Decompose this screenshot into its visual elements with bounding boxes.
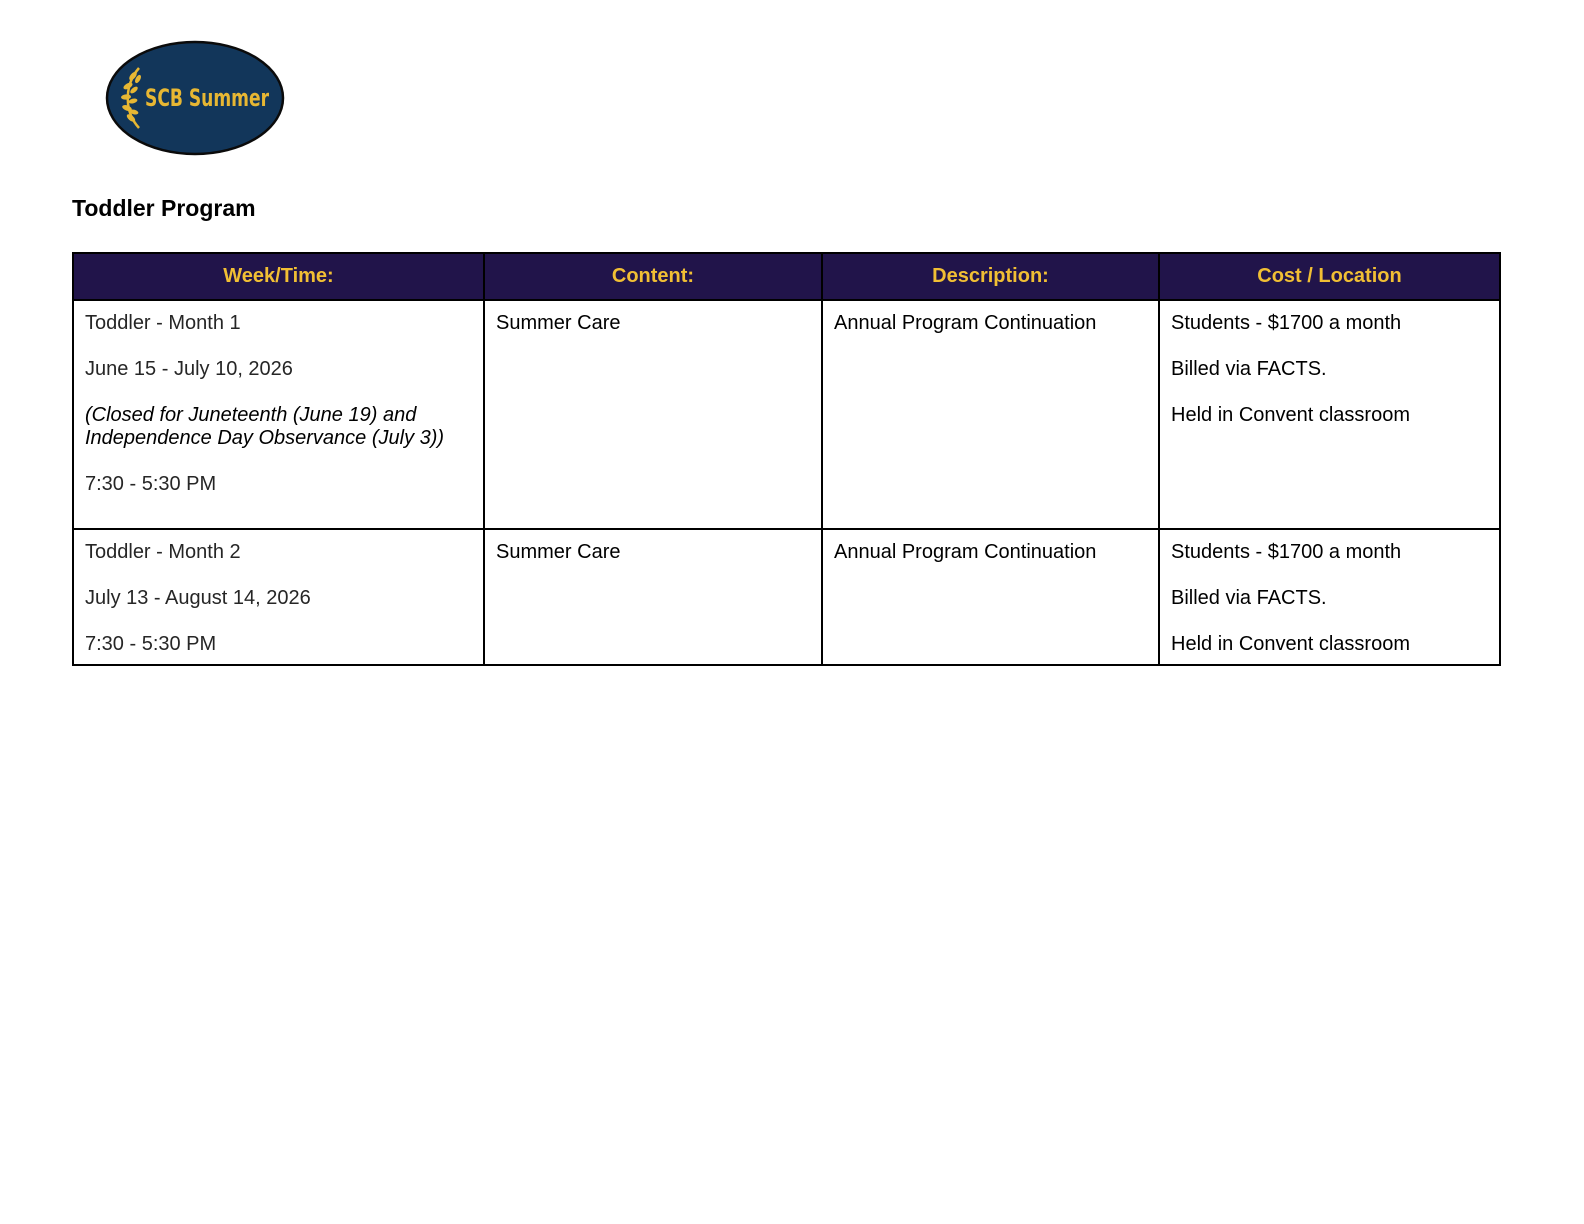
description-text: Annual Program Continuation [834, 312, 1097, 334]
content-text: Summer Care [496, 312, 621, 334]
session-hours: 7:30 - 5:30 PM [85, 633, 217, 655]
logo-text: SCB Summer [145, 84, 270, 112]
location-text: Held in Convent classroom [1171, 633, 1410, 655]
billing-text: Billed via FACTS. [1171, 587, 1327, 609]
scb-summer-logo [105, 40, 285, 156]
description-cell [822, 529, 1159, 665]
cost-text: Students - $1700 a month [1171, 312, 1402, 334]
session-dates: June 15 - July 10, 2026 [85, 358, 293, 380]
header-week-time: Week/Time: [73, 253, 484, 300]
cost-text: Students - $1700 a month [1171, 541, 1402, 563]
session-name: Toddler - Month 2 [85, 541, 241, 563]
closure-note: (Closed for Juneteenth (June 19) and Independence Day Observance (July 3)) [85, 404, 445, 449]
description-text: Annual Program Continuation [834, 541, 1097, 563]
program-schedule-table [72, 252, 1501, 666]
logo-badge [105, 40, 285, 156]
content-text: Summer Care [496, 541, 621, 563]
page-title: Toddler Program [72, 195, 256, 221]
description-cell [822, 300, 1159, 529]
session-dates: July 13 - August 14, 2026 [85, 587, 311, 609]
session-hours: 7:30 - 5:30 PM [85, 473, 217, 495]
table-row [73, 529, 1500, 665]
header-cost-location: Cost / Location [1159, 253, 1500, 300]
content-cell [484, 300, 822, 529]
location-text: Held in Convent classroom [1171, 404, 1410, 426]
week-time-cell [73, 300, 484, 529]
cost-location-cell [1159, 529, 1500, 665]
table-row [73, 300, 1500, 529]
header-content: Content: [484, 253, 822, 300]
table-header-row [73, 253, 1500, 300]
content-cell [484, 529, 822, 665]
session-name: Toddler - Month 1 [85, 312, 241, 334]
billing-text: Billed via FACTS. [1171, 358, 1327, 380]
week-time-cell [73, 529, 484, 665]
cost-location-cell [1159, 300, 1500, 529]
header-description: Description: [822, 253, 1159, 300]
